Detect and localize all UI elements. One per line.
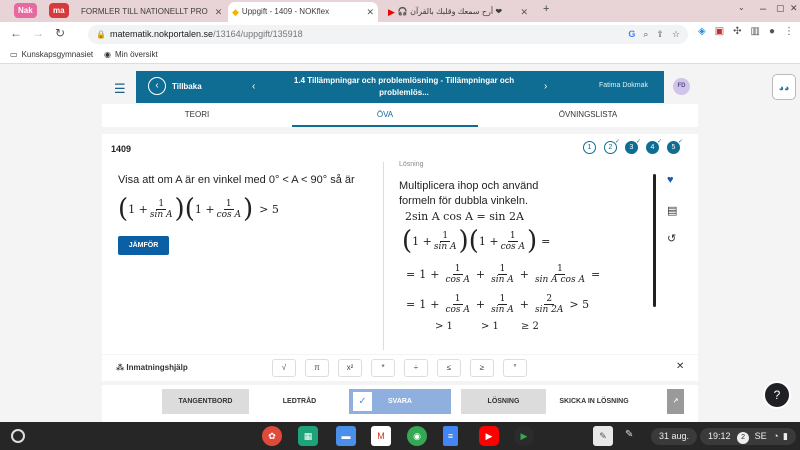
tab-teori[interactable]: TEORI xyxy=(184,110,210,119)
step-label: 4 xyxy=(650,144,655,151)
action-bar xyxy=(102,385,698,422)
chrome-app-icon[interactable]: ◉ xyxy=(407,426,427,446)
key-degree[interactable]: ° xyxy=(503,359,527,377)
step-1[interactable] xyxy=(583,141,596,154)
tab-search-icon[interactable]: ⌄ xyxy=(738,3,745,12)
help-button[interactable]: ? xyxy=(763,381,791,409)
answer-label: SVARA xyxy=(388,398,412,405)
keyboard-locale: SE xyxy=(754,431,767,441)
key-pi[interactable]: π xyxy=(305,359,329,377)
solution-button[interactable]: LÖSNING xyxy=(461,389,546,414)
window-close-icon[interactable]: ✕ xyxy=(790,3,798,13)
files-app-icon[interactable]: ▬ xyxy=(336,426,356,446)
answer-button[interactable] xyxy=(349,389,451,414)
youtube-icon: ▶ xyxy=(388,7,395,17)
heart-icon[interactable]: ♥ xyxy=(667,174,674,186)
new-tab-button[interactable]: + xyxy=(543,3,550,15)
battery-icon: ▮ xyxy=(783,431,788,441)
lower-bound-label: > 1 xyxy=(435,321,453,332)
docs-app-icon[interactable]: ≡ xyxy=(443,426,458,446)
close-icon[interactable]: ✕ xyxy=(520,7,528,17)
solution-line-3: = 1 + $\frac{1}{\text{cos A}}$ + $\frac{1}{\text{sin A}}$ + $\frac{2}{\sin 2A}$ > 5 xyxy=(406,294,590,315)
inequality-expression: ( 1 + $\frac{1}{\text{sin A}}$ ) ( 1 + $\frac{1}{\text{cos A}}$ ) > 5 xyxy=(118,194,279,224)
solution-line-1: ( 1 + $\frac{1}{\text{sin A}}$ ) ( 1 + $\frac{1}{\text{cos A}}$ ) = xyxy=(402,226,551,256)
bookmark-label: Min översikt xyxy=(114,50,158,59)
classroom-app-icon[interactable]: ▦ xyxy=(298,426,318,446)
browser-tab-formler[interactable] xyxy=(74,2,224,22)
close-icon[interactable]: ✕ xyxy=(214,7,223,17)
back-circle-icon[interactable]: ‹ xyxy=(148,77,166,95)
close-icon[interactable]: ✕ xyxy=(366,7,374,17)
forward-arrow-icon[interactable]: → xyxy=(32,26,44,40)
input-help-bar xyxy=(102,355,698,381)
step-label: 1 xyxy=(587,144,592,151)
step-5[interactable] xyxy=(667,139,683,154)
task-number: 1409 xyxy=(111,144,132,154)
back-arrow-icon[interactable]: ← xyxy=(10,26,22,40)
url-path: /13164/uppgift/135918 xyxy=(213,29,303,39)
tab-group-nak[interactable]: Nak xyxy=(14,3,37,18)
solution-line-2: = 1 + $\frac{1}{\text{cos A}}$ + $\frac{1}{\text{sin A}}$ + $\frac{1}{\text{sin A cos A}}$ = xyxy=(406,264,601,285)
notes-app-icon[interactable]: ✎ xyxy=(593,426,613,446)
browser-toolbar xyxy=(0,22,800,46)
gmail-app-icon[interactable]: M xyxy=(371,426,391,446)
share-arrow-icon[interactable]: ↗ xyxy=(667,389,684,414)
author-name: Fatima Dokmak xyxy=(599,82,649,89)
browser-tabstrip xyxy=(0,0,800,22)
helper-face-icon[interactable]: ◕◕ xyxy=(772,74,796,100)
chevron-left-icon[interactable]: ‹ xyxy=(252,81,256,92)
launcher-icon[interactable] xyxy=(11,429,25,443)
address-bar[interactable] xyxy=(88,25,688,44)
tab-group-ma[interactable]: ma xyxy=(49,3,69,18)
bookmark-label: Kunskapsgymnasiet xyxy=(21,50,94,59)
check-icon: ✓ xyxy=(656,139,662,145)
document-icon[interactable]: ▤ xyxy=(667,205,678,217)
key-divide[interactable]: ÷ xyxy=(404,359,428,377)
step-2[interactable] xyxy=(604,139,620,154)
sidepanel-icon[interactable]: ▥ xyxy=(750,26,760,37)
diamond-icon: ◆ xyxy=(232,7,239,17)
notification-count-badge: 2 xyxy=(737,432,749,444)
chevron-right-icon[interactable]: › xyxy=(544,81,548,92)
hamburger-menu-icon[interactable]: ☰ xyxy=(114,81,126,96)
extension-badge-icon[interactable]: ▣ xyxy=(714,26,725,37)
puzzle-icon[interactable]: ✣ xyxy=(733,26,742,37)
date-tray[interactable]: 31 aug. xyxy=(651,428,697,445)
solution-heading: Lösning xyxy=(399,161,424,168)
solution-text: Multiplicera ihop och använd formeln för dubbla vinkeln. xyxy=(399,180,539,207)
double-angle-identity: 2sin A cos A = sin 2A xyxy=(405,210,524,223)
key-less-equal[interactable]: ≤ xyxy=(437,359,461,377)
section-header xyxy=(136,71,664,103)
section-title: 1.4 Tillämpningar och problemlösning - Tillämpningar och problemlös... xyxy=(293,76,515,97)
tab-ovningslista[interactable]: ÖVNINGSLISTA xyxy=(558,110,618,119)
url-domain: matematik.nokportalen.se xyxy=(110,29,214,39)
browser-tab-youtube[interactable] xyxy=(384,2,532,22)
bookmarks-bar xyxy=(0,46,800,64)
key-sqrt[interactable]: √ xyxy=(272,359,296,377)
step-label: 3 xyxy=(629,144,634,151)
extension-icon[interactable]: ◈ xyxy=(698,26,706,37)
keyboard-button[interactable]: TANGENTBORD xyxy=(162,389,249,414)
zoom-icon[interactable]: ⌕ xyxy=(643,29,649,39)
clock: 19:12 xyxy=(708,431,731,441)
page-tabs xyxy=(102,104,698,127)
key-greater-equal[interactable]: ≥ xyxy=(470,359,494,377)
step-3[interactable] xyxy=(625,139,641,154)
tab-ova[interactable]: ÖVA xyxy=(292,104,478,127)
step-label: 5 xyxy=(671,144,676,151)
close-icon[interactable]: ✕ xyxy=(676,361,685,372)
solution-scrollbar[interactable] xyxy=(653,174,656,307)
key-power[interactable]: x² xyxy=(338,359,362,377)
key-multiply[interactable]: * xyxy=(371,359,395,377)
input-help-text: Inmatningshjälp xyxy=(126,363,188,372)
tab-title: FORMLER TILL NATIONELLT PRO xyxy=(81,7,208,16)
bookmark-kunskapsgymnasiet[interactable] xyxy=(10,50,93,59)
tab-title: 🎧 أرح سمعك وقلبك بالقرآن ❤ xyxy=(397,7,503,16)
history-icon[interactable]: ↺ xyxy=(667,233,677,245)
globe-icon: ◉ xyxy=(104,50,111,59)
status-tray[interactable] xyxy=(700,428,796,445)
wifi-icon: ◔ xyxy=(773,431,779,441)
google-icon[interactable]: G xyxy=(628,29,636,39)
hint-button[interactable]: LEDTRÅD xyxy=(282,398,317,405)
profile-icon[interactable]: ● xyxy=(769,26,776,37)
palette-app-icon[interactable]: ✿ xyxy=(262,426,282,446)
lower-bound-label: > 1 xyxy=(481,321,499,332)
tab-title: Uppgift - 1409 - NOKflex xyxy=(241,7,330,16)
back-label[interactable]: Tillbaka xyxy=(172,82,202,91)
avatar[interactable]: FD xyxy=(673,78,690,95)
page-content xyxy=(0,64,800,422)
folder-icon: ▭ xyxy=(10,50,18,59)
menu-icon[interactable]: ⋮ xyxy=(784,26,795,37)
maximize-icon[interactable]: ▢ xyxy=(776,3,785,13)
step-4[interactable] xyxy=(646,139,662,154)
column-divider xyxy=(383,162,384,350)
star-icon[interactable]: ☆ xyxy=(671,29,680,39)
lock-icon: 🔒 xyxy=(96,30,106,39)
share-icon[interactable]: ⇪ xyxy=(656,29,664,39)
pen-icon[interactable]: ✎ xyxy=(625,429,634,440)
check-icon: ✓ xyxy=(614,139,620,145)
step-label: 2 xyxy=(608,144,613,151)
input-help-label: ⁂ Inmatningshjälp xyxy=(116,363,188,372)
check-icon: ✓ xyxy=(353,392,372,411)
task-card xyxy=(102,134,698,354)
reload-icon[interactable]: ↻ xyxy=(55,26,66,40)
play-store-app-icon[interactable]: ▶ xyxy=(514,426,534,446)
browser-tab-uppgift[interactable] xyxy=(228,2,378,22)
check-icon: ✓ xyxy=(677,139,683,145)
question-text: Visa att om A är en vinkel med 0° < A < 90° så är xyxy=(118,174,355,186)
check-icon: ✓ xyxy=(635,139,641,145)
compare-button[interactable]: JÄMFÖR xyxy=(118,236,169,255)
minimize-icon[interactable]: – xyxy=(760,3,767,15)
youtube-app-icon[interactable]: ▶ xyxy=(479,426,499,446)
lower-bound-label: ≥ 2 xyxy=(521,321,539,332)
bookmark-min-oversikt[interactable] xyxy=(104,50,158,59)
submit-solution-button[interactable]: SKICKA IN LÖSNING xyxy=(559,398,629,405)
os-taskbar xyxy=(0,422,800,450)
